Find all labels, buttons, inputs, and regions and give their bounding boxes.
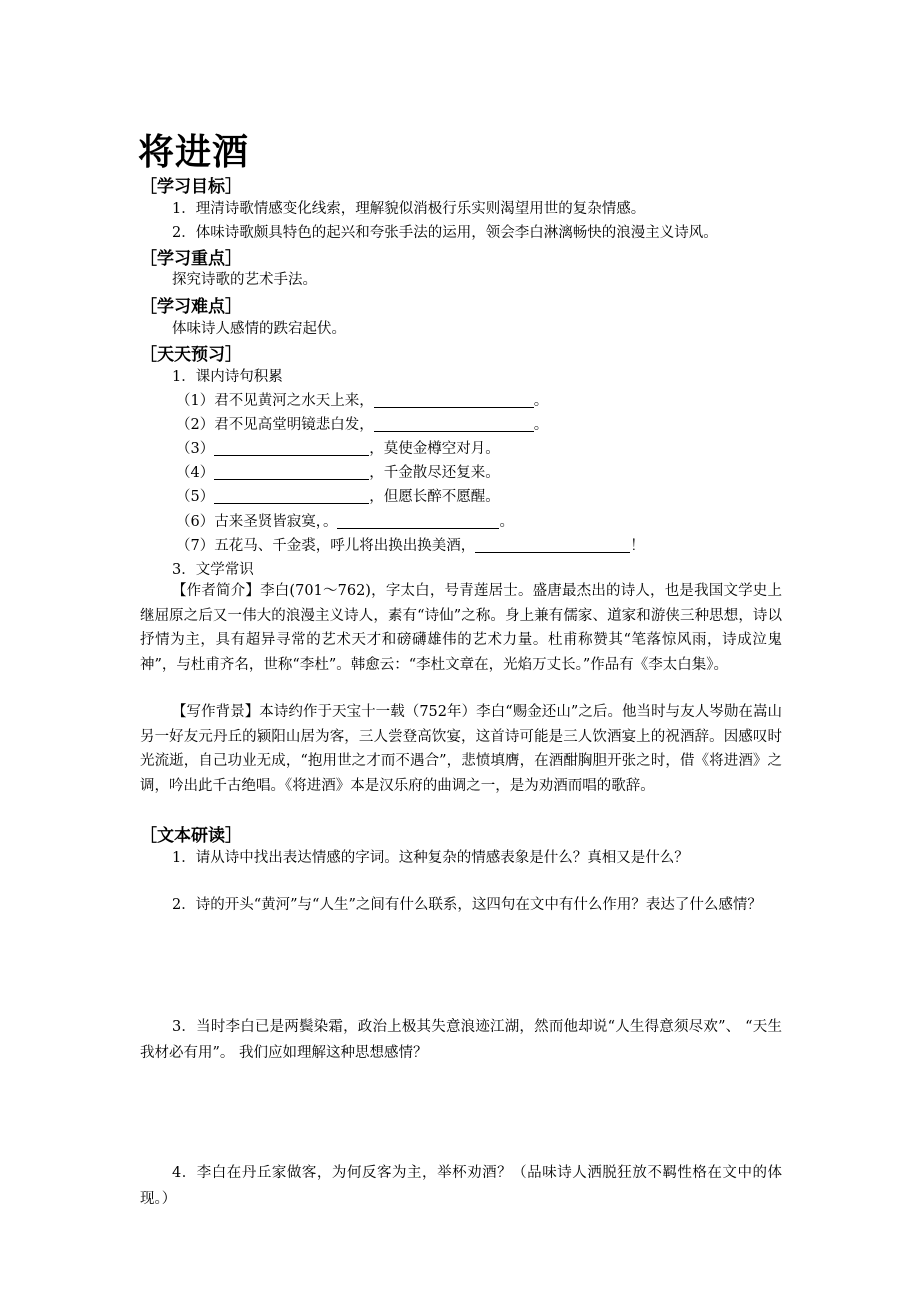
fill-blank-suffix: ，但愿长醉不愿醒。 (369, 489, 500, 505)
reading-question-4: 4．李白在丹丘家做客，为何反客为主，举杯劝酒？（品味诗人洒脱狂放不羁性格在文中的体现。） (140, 1165, 782, 1207)
section-heading-goals: ［学习目标］ (140, 177, 242, 197)
focus-text: 探究诗歌的艺术手法。 (172, 272, 317, 288)
fill-blank-item (176, 437, 500, 458)
fill-blank-line[interactable] (214, 440, 369, 456)
page-title: 将进酒 (138, 132, 250, 173)
fill-blank-item (176, 485, 500, 506)
fill-blank-line[interactable] (214, 488, 369, 504)
fill-blank-prefix: （4） (176, 465, 215, 481)
fill-blank-item (176, 413, 548, 434)
section-heading-difficulty: ［学习难点］ (140, 297, 242, 317)
fill-blank-suffix: ！ (630, 538, 645, 554)
fill-blank-suffix: ，千金散尽还复来。 (369, 465, 500, 481)
fill-blank-line[interactable] (475, 537, 630, 553)
fill-blank-line[interactable] (214, 464, 369, 480)
fill-blank-prefix: （1）君不见黄河之水天上来， (176, 393, 374, 409)
fill-blank-prefix: （2）君不见高堂明镜悲白发， (176, 417, 374, 433)
difficulty-text: 体味诗人感情的跌宕起伏。 (172, 321, 346, 337)
section-heading-reading: ［文本研读］ (140, 826, 242, 846)
reading-question-3: 3．当时李白已是两鬓染霜，政治上极其失意浪迹江湖，然而他却说“人生得意须尽欢”、 “天生我材必有用”。 我们应如理解这种思想感情？ (140, 1019, 782, 1061)
fill-blank-item (176, 461, 500, 482)
fill-blank-prefix: （3） (176, 441, 215, 457)
goal-item-1: 1．理清诗歌情感变化线索，理解貌似消极行乐实则渴望用世的复杂情感。 (172, 201, 646, 217)
reading-question-2: 2．诗的开头“黄河”与“人生”之间有什么联系，这四句在文中有什么作用？表达了什么感情？ (172, 897, 762, 913)
fill-blank-suffix: 。 (499, 514, 514, 530)
goal-item-2: 2．体味诗歌颇具特色的起兴和夸张手法的运用，领会李白淋漓畅快的浪漫主义诗风。 (172, 225, 718, 241)
author-intro-paragraph: 【作者简介】李白(701～762)，字太白，号青莲居士。盛唐最杰出的诗人，也是我国文学史上继屈原之后又一伟大的浪漫主义诗人，素有“诗仙”之称。身上兼有儒家、道家和游侠三种思想，诗以抒情为主，具有超异寻常的艺术天才和磅礴雄伟的艺术力量。杜甫称赞其“笔落惊风雨，诗成泣鬼神”，与杜甫齐名，世称“李杜”。韩愈云：“李杜文章在，光焰万丈长。”作品有《李太白集》。 (140, 583, 782, 673)
fill-blank-prefix: （5） (176, 489, 215, 505)
fill-blank-suffix: ，莫使金樽空对月。 (369, 441, 500, 457)
fill-blank-line[interactable] (337, 513, 499, 529)
fill-blank-line[interactable] (374, 392, 534, 408)
preview-sub-heading-1: 1．课内诗句积累 (172, 369, 283, 385)
writing-background-paragraph: 【写作背景】本诗约作于天宝十一载（752年）李白“赐金还山”之后。他当时与友人岑勋在嵩山另一好友元丹丘的颍阳山居为客，三人尝登高饮宴，这首诗可能是三人饮酒宴上的祝酒辞。因感叹时光流逝，自己功业无成，“抱用世之才而不遇合”，悲愤填膺，在酒酣胸胆开张之时，借《将进酒》之调，吟出此千古绝唱。《将进酒》本是汉乐府的曲调之一，是为劝酒而唱的歌辞。 (140, 704, 782, 794)
section-heading-focus: ［学习重点］ (140, 249, 242, 269)
preview-sub-heading-3: 3．文学常识 (172, 562, 254, 578)
fill-blank-item (176, 534, 645, 555)
reading-question-1: 1．请从诗中找出表达情感的字词。这种复杂的情感表象是什么？真相又是什么？ (172, 850, 689, 866)
fill-blank-suffix: 。 (533, 417, 549, 433)
fill-blank-prefix: （6）古来圣贤皆寂寞，。 (176, 514, 338, 530)
fill-blank-prefix: （7）五花马、千金裘，呼儿将出换出换美酒， (176, 538, 476, 554)
section-heading-preview: ［天天预习］ (140, 345, 242, 365)
fill-blank-item (176, 510, 514, 531)
fill-blank-suffix: 。 (533, 393, 549, 409)
fill-blank-item (176, 389, 548, 410)
fill-blank-line[interactable] (374, 416, 534, 432)
